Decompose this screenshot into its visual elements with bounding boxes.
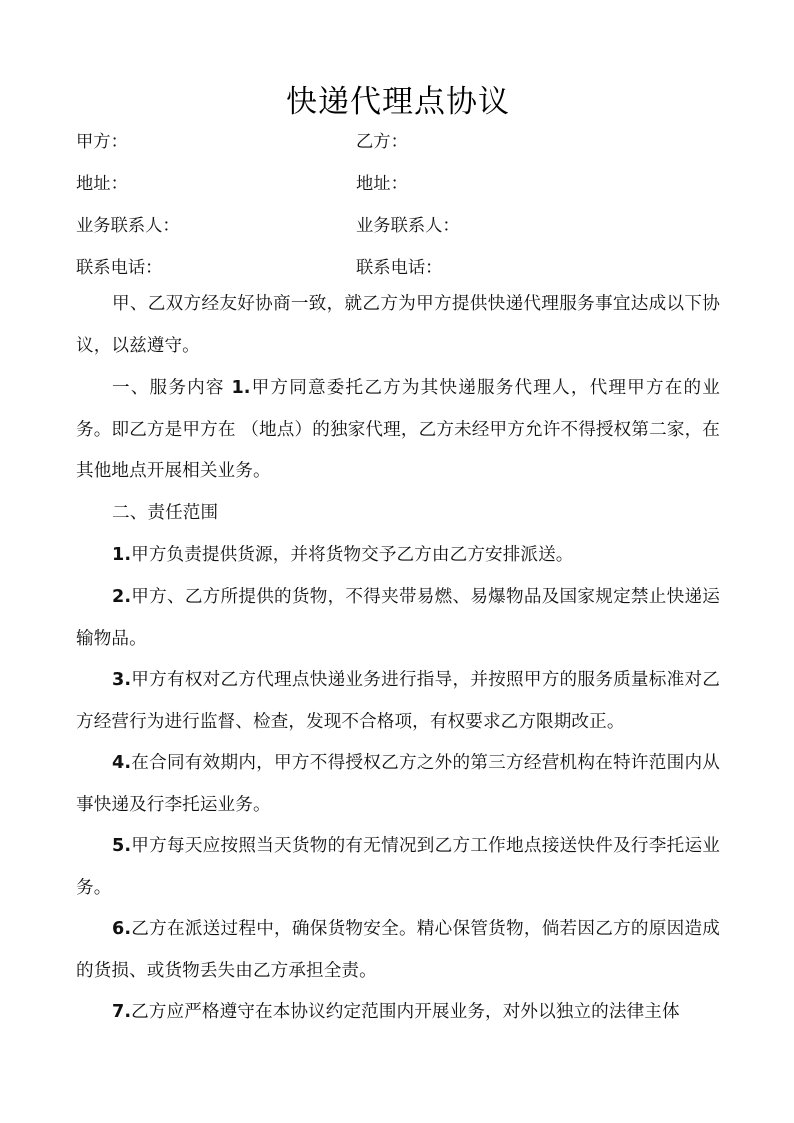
clause-7 <box>76 992 720 1034</box>
section1-heading: 一、服务内容 <box>112 378 225 398</box>
section1-item-number: 1. <box>231 378 251 398</box>
phone-row <box>76 253 720 281</box>
party-name-row <box>76 127 720 155</box>
clause-text: 甲方、乙方所提供的货物，不得夹带易燃、易爆物品及国家规定禁止快递运输物品。 <box>76 587 720 649</box>
contact-row <box>76 211 720 239</box>
clause-5 <box>76 826 720 909</box>
party-b-address-label: 地址： <box>356 174 408 194</box>
clause-text: 在合同有效期内，甲方不得授权乙方之外的第三方经营机构在特许范围内从事快递及行李托运业务。 <box>76 753 720 815</box>
section1-text: 甲方同意委托乙方为其快递服务代理人，代理甲方在的业务。即乙方是甲方在 （地点）的独家代理，乙方未经甲方允许不得授权第二家，在其他地点开展相关业务。 <box>76 378 720 482</box>
clause-number: 5. <box>112 836 132 856</box>
clause-text: 甲方每天应按照当天货物的有无情况到乙方工作地点接送快件及行李托运业务。 <box>76 836 720 898</box>
clause-number: 3. <box>112 670 132 690</box>
document-title: 快递代理点协议 <box>286 84 510 120</box>
party-b-phone-label: 联系电话： <box>356 258 443 278</box>
party-a-contact-label: 业务联系人： <box>76 216 180 236</box>
clause-number: 1. <box>112 545 132 565</box>
clause-number: 6. <box>112 919 132 939</box>
clause-3 <box>76 660 720 743</box>
section2-heading: 二、责任范围 <box>112 503 219 523</box>
party-b-contact-label: 业务联系人： <box>356 216 460 236</box>
clause-1 <box>76 535 720 577</box>
clause-2 <box>76 577 720 660</box>
party-a-address-label: 地址： <box>76 174 128 194</box>
preamble-paragraph: 甲、乙双方经友好协商一致，就乙方为甲方提供快递代理服务事宜达成以下协议，以兹遵守。 <box>76 294 720 356</box>
clause-6 <box>76 909 720 992</box>
party-a-phone-label: 联系电话： <box>76 258 163 278</box>
clause-number: 4. <box>112 753 132 773</box>
clause-text: 甲方有权对乙方代理点快递业务进行指导，并按照甲方的服务质量标准对乙方经营行为进行监督、检查，发现不合格项，有权要求乙方限期改正。 <box>76 670 720 732</box>
clause-text: 乙方在派送过程中，确保货物安全。精心保管货物，倘若因乙方的原因造成的货损、或货物丢失由乙方承担全责。 <box>76 919 720 981</box>
clause-text: 甲方负责提供货源，并将货物交予乙方由乙方安排派送。 <box>131 545 574 565</box>
clause-number: 2. <box>112 587 132 607</box>
clause-text: 乙方应严格遵守在本协议约定范围内开展业务，对外以独立的法律主体 <box>131 1002 680 1022</box>
party-b-label: 乙方： <box>356 132 408 152</box>
clause-4 <box>76 743 720 826</box>
address-row <box>76 169 720 197</box>
clause-number: 7. <box>112 1002 132 1022</box>
section1-paragraph <box>76 368 720 493</box>
party-a-label: 甲方： <box>76 132 128 152</box>
